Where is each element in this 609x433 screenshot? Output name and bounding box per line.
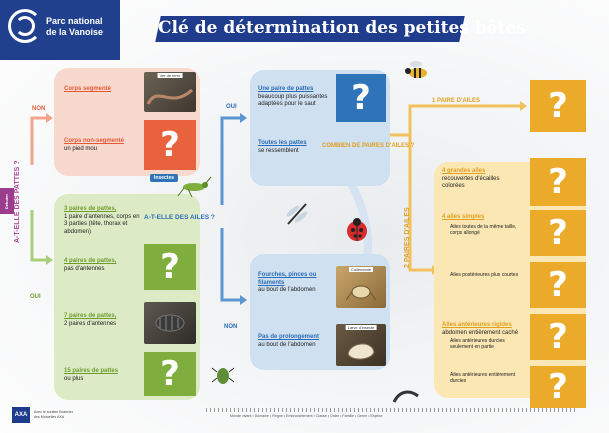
label-fully-hardened: Ailes antérieures entièrement durcies: [450, 372, 516, 384]
logo-line2: de la Vanoise: [46, 27, 104, 37]
label-thirty-legs: 15 paires de pattes ou plus: [64, 368, 119, 382]
classification-text: Monde vivant • Domaine • Règne • Embranchement • Classe • Ordre • Famille • Genre • Espèce: [230, 414, 383, 418]
question-mark-icon[interactable]: ?: [530, 80, 586, 132]
label-six-legs: 3 paires de pattes, 1 paire d'antennes, corps en 3 parties (tête, thorax et abdomen): [64, 206, 140, 235]
label-oui-wings: OUI: [226, 104, 237, 110]
logo-line1: Parc national: [46, 16, 103, 26]
question-legs: A-T-ELLE DES PATTES ?: [14, 160, 21, 243]
label-corps-non-segmente: Corps non-segmenté un pied mou: [64, 138, 125, 152]
millipede-icon: [392, 388, 420, 406]
label-non-wings: NON: [224, 324, 238, 330]
label-simple-wings: 4 ailes simples: [442, 214, 485, 220]
springtail-photo: Collembole: [336, 266, 386, 308]
question-wing-pairs: COMBIEN DE PAIRES D'AILES ?: [322, 143, 415, 149]
label-corps-segmente: Corps segmenté: [64, 86, 112, 92]
ladybug-icon: [342, 216, 372, 244]
larva-photo: Larve d'insecte: [336, 324, 386, 366]
label-forks: Fourches, pinces ou filaments au bout de l'abdomen: [258, 272, 317, 293]
woodlouse-photo: [144, 302, 196, 344]
page-title: Clé de détermination des petites bêtes: [158, 18, 526, 38]
label-short-hindwings: Ailes postérieures plus courtes: [450, 272, 519, 278]
label-oui: OUI: [30, 294, 41, 300]
label-large-wings: 4 grandes ailes recouvertes d'écailles colorées: [442, 168, 500, 189]
label-non: NON: [32, 106, 46, 112]
start-tab[interactable]: Débuter: [0, 188, 14, 214]
label-one-pair: 1 PAIRE D'AILES: [432, 98, 480, 104]
insectes-tag: Insectes: [150, 174, 178, 182]
dragonfly-icon: [282, 198, 312, 228]
label-fourteen-legs: 7 paires de pattes, 2 paires d'antennes: [64, 313, 117, 327]
earthworm-photo: Ver de terre: [144, 72, 196, 112]
classification-scale: [206, 408, 576, 412]
label-eight-legs: 4 paires de pattes, pas d'antennes: [64, 258, 117, 272]
question-mark-icon[interactable]: ?: [144, 120, 196, 170]
label-rigid-forewings: Ailes antérieures rigides abdomen entièrement caché: [442, 322, 519, 336]
label-two-pairs: 2 PAIRES D'AILES: [404, 207, 411, 268]
question-mark-icon[interactable]: ?: [530, 158, 586, 206]
axa-logo: AXA: [12, 407, 30, 423]
question-mark-icon[interactable]: ?: [144, 244, 196, 290]
question-mark-icon[interactable]: ?: [530, 210, 586, 256]
aphid-icon: [212, 362, 234, 388]
wasp-icon: [402, 58, 432, 84]
question-mark-icon[interactable]: ?: [530, 366, 586, 408]
label-same-size-wings: Ailes toutes de la même taille, corps allongé: [450, 224, 517, 236]
label-same-legs: Toutes les pattes se ressemblent: [258, 140, 307, 154]
label-no-extension: Pas de prolongement au bout de l'abdomen: [258, 334, 320, 348]
question-mark-icon[interactable]: ?: [144, 352, 196, 396]
label-partial-hardened: Ailes antérieures durcies seulement en partie: [450, 338, 505, 350]
axa-support-text: Avec le soutien financier des Mutuelles AXA: [34, 410, 73, 419]
grasshopper-icon: [176, 176, 212, 198]
question-mark-icon[interactable]: ?: [530, 314, 586, 360]
question-wings: A-T-ELLE DES AILES ?: [144, 214, 215, 221]
label-jump-legs: Une paire de pattes beaucoup plus puissantes adaptées pour le saut: [258, 86, 328, 107]
question-mark-icon[interactable]: ?: [530, 262, 586, 308]
question-mark-icon[interactable]: ?: [336, 74, 386, 122]
